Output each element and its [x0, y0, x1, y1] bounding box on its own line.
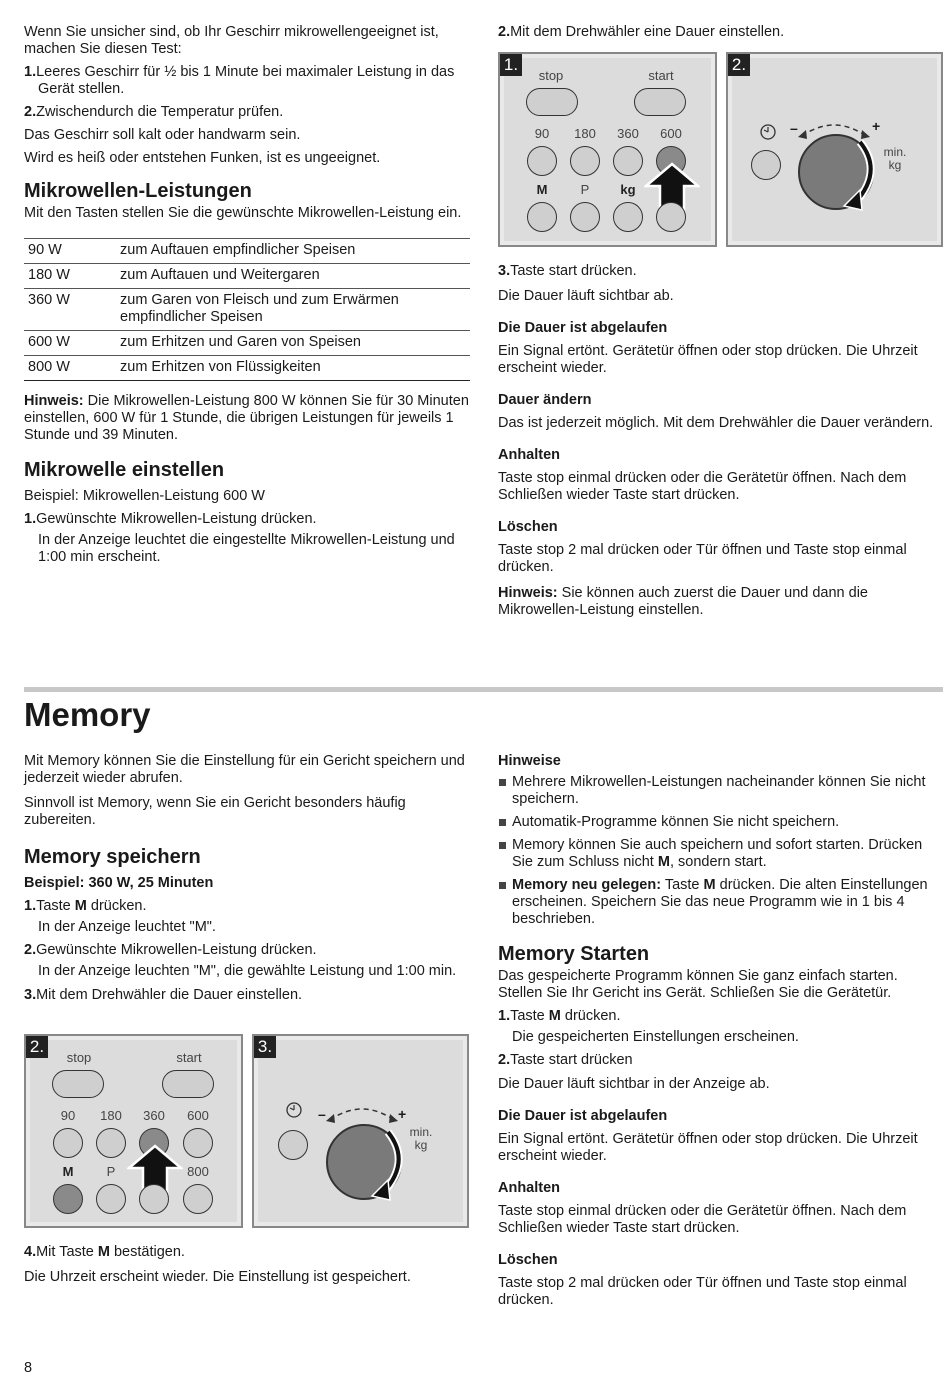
heading-abgelaufen: Die Dauer ist abgelaufen	[498, 320, 668, 336]
leistungen-intro: Mit den Tasten stellen Sie die gewünschte Mikrowellen-Leistung ein.	[24, 205, 462, 221]
program-button[interactable]	[570, 202, 600, 232]
memory-key-label: M	[62, 1164, 74, 1179]
power-800-button[interactable]	[183, 1184, 213, 1214]
unit-min-label: min.	[409, 1125, 433, 1139]
unit-min-label: min.	[883, 145, 907, 159]
text-anhalten-2: Taste stop einmal drücken oder die Gerätetür öffnen. Nach dem Schließen wieder Taste start drücken.	[498, 1203, 907, 1236]
rotate-arrow-icon	[322, 1096, 402, 1126]
hinweis-dauer: Hinweis: Sie können auch zuerst die Dauer und dann die Mikrowellen-Leistung einstellen.	[498, 585, 868, 618]
speichern-step-2-sub: In der Anzeige leuchten "M", die gewählte Leistung und 1:00 min.	[38, 963, 457, 979]
heading-anhalten: Anhalten	[498, 447, 561, 463]
heading-leistungen: Mikrowellen-Leistungen	[24, 180, 252, 202]
starten-step-1-sub: Die gespeicherten Einstellungen erscheinen.	[512, 1029, 799, 1045]
power-800-label: 800	[187, 1164, 209, 1179]
stop-label: stop	[66, 1050, 92, 1065]
section-divider	[24, 687, 943, 692]
test-note-2: Wird es heiß oder entstehen Funken, ist es ungeeignet.	[24, 150, 381, 166]
test-step-1: 1.Leeres Geschirr für ½ bis 1 Minute bei maximaler Leistung in das Gerät stellen.	[24, 64, 455, 97]
heading-aendern: Dauer ändern	[498, 392, 592, 408]
start-button[interactable]	[162, 1070, 214, 1098]
speichern-step-1: 1.Taste M drücken.	[24, 898, 147, 914]
watt-label: 360	[143, 1108, 165, 1123]
unit-kg-label: kg	[888, 158, 902, 172]
section-title-memory: Memory	[24, 696, 151, 733]
power-180-button[interactable]	[96, 1128, 126, 1158]
hinweis-leistung: Hinweis: Die Mikrowellen-Leistung 800 W können Sie für 30 Minuten einstellen, 600 W für 1 Stunde, die übrigen Leistungen für jeweils 1 Stunde und 39 Minuten.	[24, 393, 469, 443]
text-loeschen-2: Taste stop 2 mal drücken oder Tür öffnen und Taste stop einmal drücken.	[498, 1275, 907, 1308]
text-anhalten: Taste stop einmal drücken oder die Gerätetür öffnen. Nach dem Schließen wieder Taste start drücken.	[498, 470, 907, 503]
einstellen-step-1-sub: In der Anzeige leuchtet die eingestellte Mikrowellen-Leistung und 1:00 min erscheint.	[38, 532, 455, 565]
minus-sign: –	[318, 1106, 326, 1122]
unit-kg-label: kg	[414, 1138, 428, 1152]
kg-button[interactable]	[613, 202, 643, 232]
table-row: 90 W zum Auftauen empfindlicher Speisen	[24, 239, 470, 264]
panel-badge: 2.	[26, 1036, 48, 1058]
power-90-button[interactable]	[53, 1128, 83, 1158]
kg-button[interactable]	[139, 1184, 169, 1214]
text-aendern: Das ist jederzeit möglich. Mit dem Drehwähler die Dauer verändern.	[498, 415, 934, 431]
power-table	[24, 238, 470, 381]
kg-key-label: kg	[620, 182, 636, 197]
memory-button[interactable]	[527, 202, 557, 232]
panel-badge: 1.	[500, 54, 522, 76]
speichern-step-4: 4.Mit Taste M bestätigen.	[24, 1244, 185, 1260]
panel-badge: 2.	[728, 54, 750, 76]
start-label: start	[648, 68, 674, 83]
control-panel-bottom-1	[24, 1034, 243, 1228]
watt-label: 600	[660, 126, 682, 141]
heading-loeschen: Löschen	[498, 519, 558, 535]
control-panel-top-1	[498, 52, 717, 247]
clock-icon	[758, 122, 778, 142]
einstellen-step-3: 3.Taste start drücken.	[498, 263, 637, 279]
speichern-step-3: 3.Mit dem Drehwähler die Dauer einstellen.	[24, 987, 303, 1003]
list-item: Memory neu gelegen: Taste M drücken. Die alten Einstellungen erscheinen. Speichern Sie das neue Programm wie in 1 bis 4 beschrieben.	[498, 877, 944, 928]
list-item: Automatik-Programme können Sie nicht speichern.	[498, 814, 944, 831]
power-360-button[interactable]	[613, 146, 643, 176]
table-row: 180 W zum Auftauen und Weitergaren	[24, 264, 470, 289]
watt-label: 180	[574, 126, 596, 141]
memory-left-column-lower	[24, 1244, 472, 1286]
heading-loeschen-2: Löschen	[498, 1252, 558, 1268]
left-top-column	[24, 24, 472, 566]
beispiel-360: Beispiel: 360 W, 25 Minuten	[24, 875, 214, 891]
memory-intro-2: Sinnvoll ist Memory, wenn Sie ein Gericht besonders häufig zubereiten.	[24, 795, 406, 828]
power-600-button[interactable]	[183, 1128, 213, 1158]
program-key-label: P	[580, 182, 590, 197]
text-abgelaufen: Ein Signal ertönt. Gerätetür öffnen oder stop drücken. Die Uhrzeit erscheint wieder.	[498, 343, 918, 376]
text-loeschen: Taste stop 2 mal drücken oder Tür öffnen und Taste stop einmal drücken.	[498, 542, 907, 575]
power-90-button[interactable]	[527, 146, 557, 176]
test-note-1: Das Geschirr soll kalt oder handwarm sein.	[24, 127, 301, 143]
table-row: 800 W zum Erhitzen von Flüssigkeiten	[24, 356, 470, 381]
dauer-laeuft: Die Dauer läuft sichtbar ab.	[498, 288, 674, 304]
speichern-step-1-sub: In der Anzeige leuchtet "M".	[38, 919, 216, 935]
power-180-button[interactable]	[570, 146, 600, 176]
program-key-label: P	[106, 1164, 116, 1179]
watt-label: 180	[100, 1108, 122, 1123]
watt-label: 90	[534, 126, 550, 141]
watt-label: 360	[617, 126, 639, 141]
heading-starten: Memory Starten	[498, 943, 650, 965]
extra-button[interactable]	[656, 202, 686, 232]
minus-sign: –	[790, 120, 798, 136]
control-panel-bottom-2	[252, 1034, 469, 1228]
start-button[interactable]	[634, 88, 686, 116]
table-row: 600 W zum Erhitzen und Garen von Speisen	[24, 331, 470, 356]
stop-button[interactable]	[52, 1070, 104, 1098]
speichern-step-2: 2.Gewünschte Mikrowellen-Leistung drücken.	[24, 942, 317, 958]
control-panel-top-2	[726, 52, 943, 247]
heading-einstellen: Mikrowelle einstellen	[24, 459, 225, 481]
program-button[interactable]	[96, 1184, 126, 1214]
speichern-after: Die Uhrzeit erscheint wieder. Die Einstellung ist gespeichert.	[24, 1269, 411, 1285]
clock-button[interactable]	[751, 150, 781, 180]
memory-key-label: M	[536, 182, 548, 197]
list-item: Memory können Sie auch speichern und sofort starten. Drücken Sie zum Schluss nicht M, sondern start.	[498, 837, 944, 871]
table-row: 360 W zum Garen von Fleisch und zum Erwärmen empfindlicher Speisen	[24, 289, 470, 331]
heading-abgelaufen-2: Die Dauer ist abgelaufen	[498, 1108, 668, 1124]
starten-step-1: 1.Taste M drücken.	[498, 1008, 621, 1024]
clock-button[interactable]	[278, 1130, 308, 1160]
start-label: start	[176, 1050, 202, 1065]
stop-button[interactable]	[526, 88, 578, 116]
memory-right-column	[498, 753, 944, 1309]
test-intro: Wenn Sie unsicher sind, ob Ihr Geschirr mikrowellengeeignet ist, machen Sie diesen Test:	[24, 24, 439, 57]
memory-button[interactable]	[53, 1184, 83, 1214]
watt-label: 600	[187, 1108, 209, 1123]
beispiel-600: Beispiel: Mikrowellen-Leistung 600 W	[24, 488, 265, 504]
einstellen-step-2: 2.Mit dem Drehwähler eine Dauer einstellen.	[498, 24, 785, 40]
plus-sign: +	[398, 1106, 407, 1122]
heading-anhalten-2: Anhalten	[498, 1180, 561, 1196]
watt-label: 90	[60, 1108, 76, 1123]
memory-intro-1: Mit Memory können Sie die Einstellung für ein Gericht speichern und jederzeit wieder abrufen.	[24, 753, 465, 786]
heading-speichern: Memory speichern	[24, 846, 201, 868]
panel-badge: 3.	[254, 1036, 276, 1058]
starten-intro: Das gespeicherte Programm können Sie ganz einfach starten. Stellen Sie Ihr Gericht ins Gerät. Schließen Sie die Gerätetür.	[498, 968, 898, 1001]
starten-after: Die Dauer läuft sichtbar in der Anzeige ab.	[498, 1076, 770, 1092]
text-abgelaufen-2: Ein Signal ertönt. Gerätetür öffnen oder stop drücken. Die Uhrzeit erscheint wieder.	[498, 1131, 918, 1164]
memory-left-column	[24, 753, 472, 1004]
heading-hinweise: Hinweise	[498, 753, 561, 769]
einstellen-step-1: 1.Gewünschte Mikrowellen-Leistung drücken.	[24, 511, 317, 527]
page-number: 8	[24, 1360, 33, 1376]
stop-label: stop	[538, 68, 564, 83]
list-item: Mehrere Mikrowellen-Leistungen nacheinander können Sie nicht speichern.	[498, 774, 944, 808]
test-step-2: 2.Zwischendurch die Temperatur prüfen.	[24, 104, 284, 120]
plus-sign: +	[872, 118, 881, 134]
right-top-column	[498, 24, 944, 41]
starten-step-2: 2.Taste start drücken	[498, 1052, 633, 1068]
right-top-column-lower	[498, 263, 944, 619]
clock-icon	[284, 1100, 304, 1120]
